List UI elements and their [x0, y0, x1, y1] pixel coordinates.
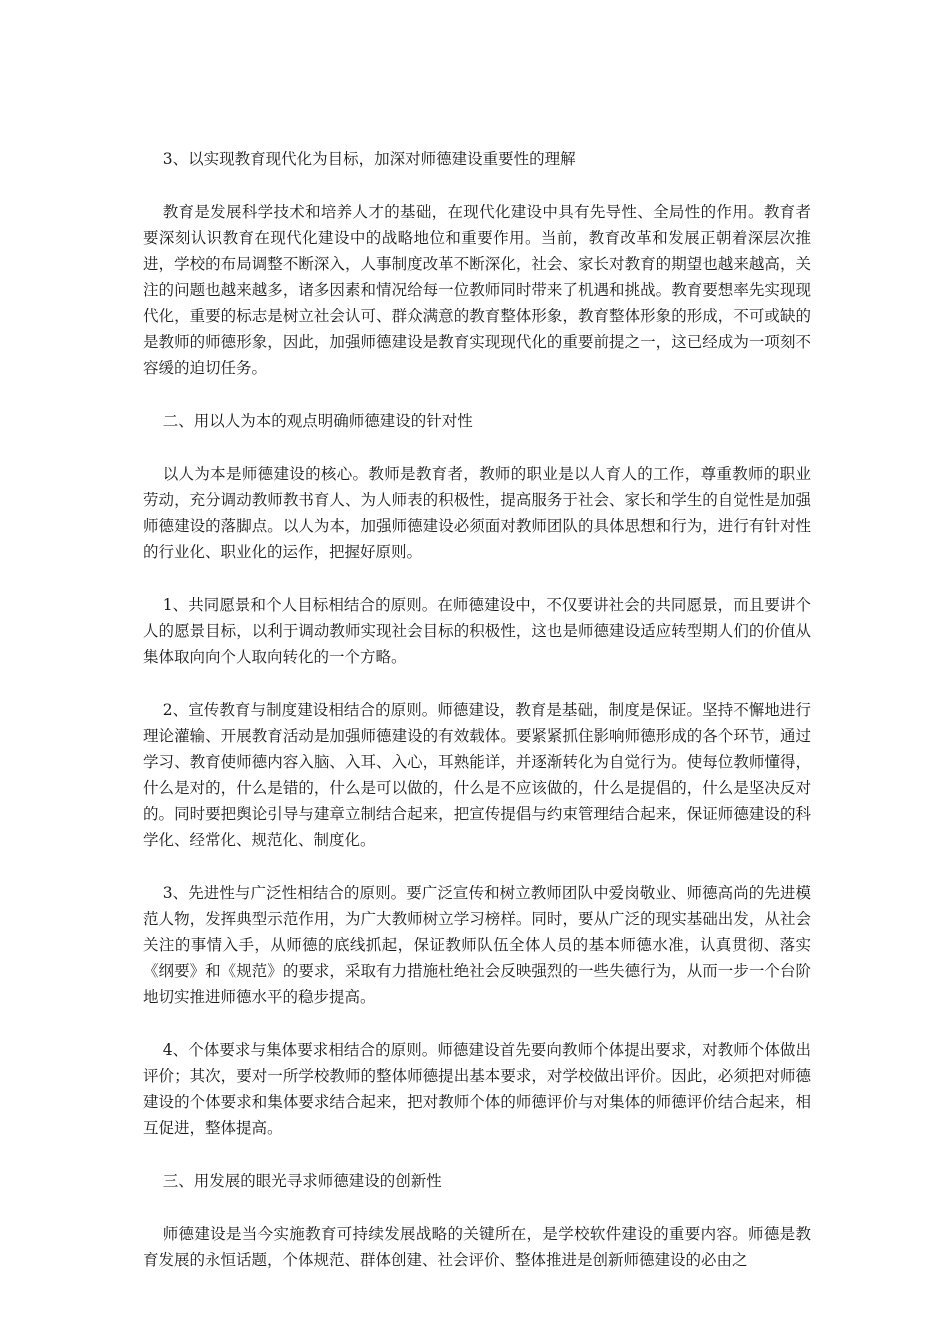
paragraph-education-modernization: 教育是发展科学技术和培养人才的基础，在现代化建设中具有先导性、全局性的作用。教育者要深刻认识教育在现代化建设中的战略地位和重要作用。当前，教育改革和发展正朝着深层次推进，学校的布局调整不断深入，人事制度改革不断深化，社会、家长对教育的期望也越来越高，关注的问题也越来越多，诸多因素和情况给每一位教师同时带来了机遇和挑战。教育要想率先实现现代化，重要的标志是树立社会认可、群众满意的教育整体形象，教育整体形象的形成，不可或缺的是教师的师德形象，因此，加强师德建设是教育实现现代化的重要前提之一，这已经成为一项刻不容缓的迫切任务。: [143, 203, 811, 377]
section-heading-two: 二、用以人为本的观点明确师德建设的针对性: [162, 412, 473, 430]
document-body: [143, 146, 811, 1300]
section-heading-three: 三、用发展的眼光寻求师德建设的创新性: [162, 1172, 442, 1190]
paragraph-people-oriented: 以人为本是师德建设的核心。教师是教育者，教师的职业是以人育人的工作，尊重教师的职业劳动，充分调动教师教书育人、为人师表的积极性，提高服务于社会、家长和学生的自觉性是加强师德建设的落脚点。以人为本，加强师德建设必须面对教师团队的具体思想和行为，进行有针对性的行业化、职业化的运作，把握好原则。: [143, 465, 811, 561]
paragraph-principle-1: 1、共同愿景和个人目标相结合的原则。在师德建设中，不仅要讲社会的共同愿景，而且要讲个人的愿景目标，以利于调动教师实现社会目标的积极性，这也是师德建设适应转型期人们的价值从集体取向向个人取向转化的一个方略。: [143, 596, 811, 666]
section-heading-3: 3、以实现教育现代化为目标，加深对师德建设重要性的理解: [162, 150, 576, 168]
paragraph-innovation: 师德建设是当今实施教育可持续发展战略的关键所在，是学校软件建设的重要内容。师德是教育发展的永恒话题，个体规范、群体创建、社会评价、整体推进是创新师德建设的必由之: [143, 1225, 811, 1269]
paragraph-principle-3: 3、先进性与广泛性相结合的原则。要广泛宣传和树立教师团队中爱岗敬业、师德高尚的先进模范人物，发挥典型示范作用，为广大教师树立学习榜样。同时，要从广泛的现实基础出发，从社会关注的事情入手，从师德的底线抓起，保证教师队伍全体人员的基本师德水准，认真贯彻、落实《纲要》和《规范》的要求，采取有力措施杜绝社会反映强烈的一些失德行为，从而一步一个台阶地切实推进师德水平的稳步提高。: [143, 884, 811, 1006]
paragraph-principle-4: 4、个体要求与集体要求相结合的原则。师德建设首先要向教师个体提出要求，对教师个体做出评价；其次，要对一所学校教师的整体师德提出基本要求，对学校做出评价。因此，必须把对师德建设的个体要求和集体要求结合起来，把对教师个体的师德评价与对集体的师德评价结合起来，相互促进，整体提高。: [143, 1041, 811, 1137]
paragraph-principle-2: 2、宣传教育与制度建设相结合的原则。师德建设，教育是基础，制度是保证。坚持不懈地进行理论灌输、开展教育活动是加强师德建设的有效载体。要紧紧抓住影响师德形成的各个环节，通过学习、教育使师德内容入脑、入耳、入心，耳熟能详，并逐渐转化为自觉行为。使每位教师懂得，什么是对的，什么是错的，什么是可以做的，什么是不应该做的，什么是提倡的，什么是坚决反对的。同时要把舆论引导与建章立制结合起来，把宣传提倡与约束管理结合起来，保证师德建设的科学化、经常化、规范化、制度化。: [143, 701, 811, 849]
